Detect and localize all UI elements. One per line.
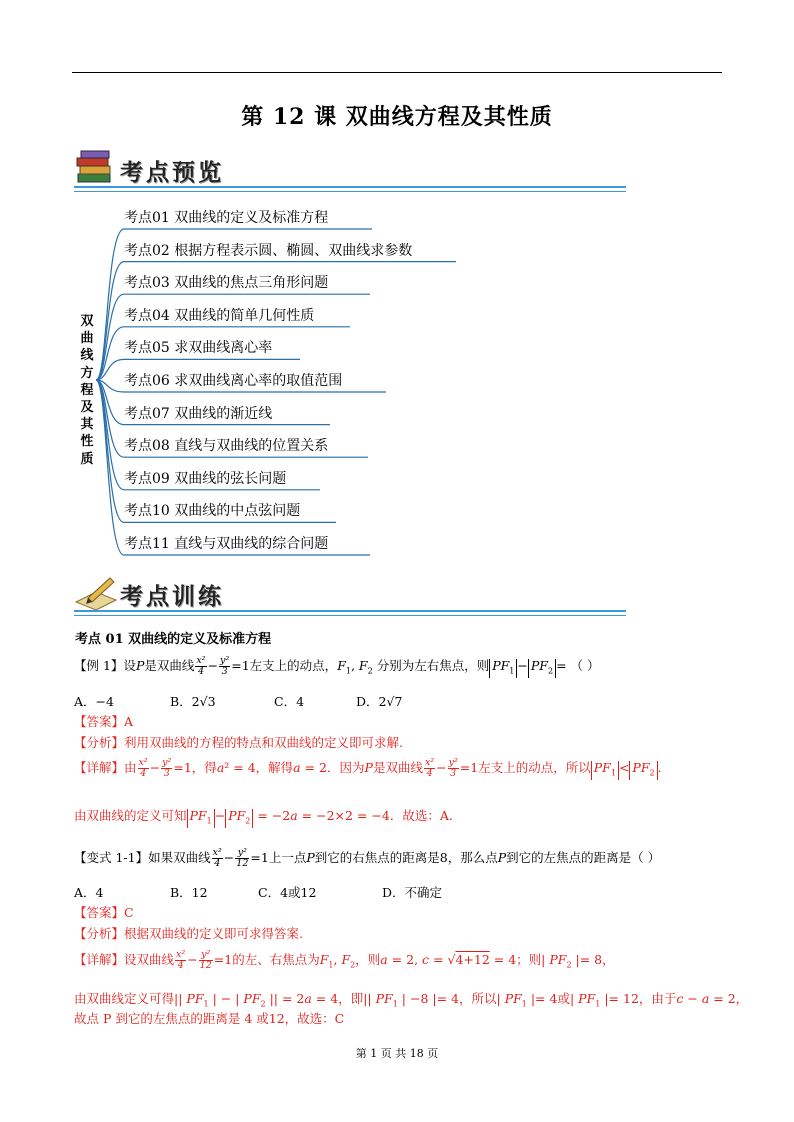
text: 由双曲线的定义可知	[74, 808, 187, 823]
mindmap-item: 考点05 求双曲线离心率	[124, 340, 273, 357]
mindmap-item: 考点08 直线与双曲线的位置关系	[124, 438, 329, 455]
text: 分别为左右焦点，则	[376, 658, 490, 673]
text: ．故选：A.	[389, 808, 453, 823]
answer: 【答案】A	[74, 714, 134, 729]
section-rule-thin	[74, 191, 626, 192]
text: 是双曲线	[372, 760, 423, 775]
detail: 【详解】由 $\frac{\text{x²}}{4}$ − $\frac{\text{y²}}{3}$ =1，得a² = 4，解得a = 2．因为P是双曲线 $\frac{\text{x²}}{4}$ − $\frac{\text{y²}}{3}$ =1左支上的动点，所以 $PF_1 < PF_2$ .	[74, 757, 662, 779]
fraction: $\frac{\text{x²}}{4}$	[196, 655, 206, 677]
detail-conclusion: 由双曲线的定义可知 $PF_1 - PF_2 = -2a = -2\times 2 = -4$．故选：A.	[74, 808, 453, 826]
variant-tag: 【变式 1-1】	[74, 850, 149, 865]
example-question: 【例 1】设P是双曲线 $\frac{\text{x²}}{4}$ − $\frac{\text{y²}}{3}$ =1左支上的动点，$F_1$, $F_2$ 分别为左右焦点，则 $PF_1 - PF_2$ = （ ）	[74, 655, 600, 677]
analysis: 【分析】根据双曲线的定义即可求得答案.	[74, 926, 303, 941]
fraction: $\frac{\text{x²}}{4}$	[138, 757, 148, 779]
text: 如果双曲线	[148, 850, 211, 865]
text: 设	[123, 658, 136, 673]
mindmap-root: 双 曲 线 方 程 及 其 性 质	[80, 314, 94, 467]
text: 的左、右焦点为	[232, 952, 320, 967]
text: ，解得	[255, 760, 294, 775]
page-title: 第 12 课 双曲线方程及其性质	[241, 104, 553, 130]
section-title: 考点预览	[120, 160, 224, 186]
subsection-title: 考点 01 双曲线的定义及标准方程	[75, 632, 272, 647]
text: 左支上的动点，所以	[478, 760, 591, 775]
text: 到它的右焦点的距离是8，那么点	[314, 850, 498, 865]
detail-line2: 由双曲线定义可得|| $PF_1$ | − | $PF_2$ || = 2a = 4，即|| $PF_1$ | −8 |= 4，所以| $PF_1$ |= 4或| $PF_1$ |= 12，由于c − a = 2，	[74, 991, 749, 1009]
text: 由双曲线定义可得	[74, 991, 175, 1006]
example-options	[74, 692, 402, 710]
page-footer: 第 1 页 共 18 页	[355, 1047, 439, 1060]
option-d: D．2√7	[356, 694, 403, 709]
section-rule	[74, 186, 626, 188]
header-rule	[72, 72, 722, 73]
option-d: D．不确定	[382, 885, 443, 900]
text: 上一点	[268, 850, 307, 865]
mindmap-item: 考点02 根据方程表示圆、椭圆、双曲线求参数	[124, 242, 413, 259]
fraction: $\frac{\text{x²}}{4}$	[176, 949, 186, 971]
text: ，所以	[458, 991, 497, 1006]
example-tag: 【例 1】	[74, 658, 124, 673]
mindmap-item: 考点04 双曲线的简单几何性质	[124, 307, 315, 324]
text: ，由于	[638, 991, 677, 1006]
text: 【详解】由	[74, 760, 137, 775]
option-c: C．4或12	[258, 885, 317, 900]
detail-conclusion: 故点 P 到它的左焦点的距离是 4 或12，故选：C	[74, 1011, 345, 1026]
section-rule-thin	[74, 615, 626, 616]
option-b: B．12	[170, 885, 208, 900]
text: = （ ）	[556, 658, 600, 673]
option-b: B．2√3	[170, 694, 216, 709]
mindmap-item: 考点06 求双曲线离心率的取值范围	[124, 373, 343, 389]
fraction: $\frac{\text{y²}}{12}$	[236, 847, 249, 869]
books-icon	[74, 148, 118, 188]
detail: 【详解】设双曲线 $\frac{\text{x²}}{4}$ − $\frac{\text{y²}}{12}$ =1的左、右焦点为$F_1$, $F_2$，则a = 2, c = √4+12 = 4；则| $PF_2$ |= 8，	[74, 949, 615, 971]
mindmap-item: 考点01 双曲线的定义及标准方程	[124, 210, 329, 226]
text: ，得	[191, 760, 217, 775]
pencil-paper-icon	[74, 572, 118, 612]
mindmap-item: 考点07 双曲线的渐近线	[124, 405, 273, 422]
section-header-preview	[74, 148, 626, 192]
text: 或	[557, 991, 570, 1006]
fraction: $\frac{\text{x²}}{4}$	[424, 757, 435, 779]
fraction: $\frac{\text{y²}}{3}$	[162, 757, 172, 779]
variant-options	[74, 883, 442, 901]
option-a: A．4	[74, 885, 104, 900]
mindmap-item: 考点10 双曲线的中点弦问题	[124, 503, 301, 520]
section-title: 考点训练	[120, 584, 224, 610]
text: 到它的左焦点的距离是（ ）	[506, 850, 661, 865]
section-header-training	[74, 572, 626, 616]
fraction: $\frac{\text{y²}}{3}$	[448, 757, 458, 779]
answer: 【答案】C	[74, 905, 134, 920]
text: ．因为	[327, 760, 365, 775]
fraction: $\frac{\text{y²}}{3}$	[220, 655, 230, 677]
option-c: C．4	[274, 694, 305, 709]
fraction: $\frac{\text{y²}}{12}$	[199, 949, 212, 971]
text: ，则	[355, 952, 381, 967]
text: ，即	[338, 991, 364, 1006]
mindmap-item: 考点09 双曲线的弦长问题	[124, 470, 287, 487]
text: 左支上的动点，	[249, 658, 338, 673]
variant-question: 【变式 1-1】如果双曲线 $\frac{\text{x²}}{4}$ − $\frac{\text{y²}}{12}$ =1上一点P到它的右焦点的距离是8，那么点P到它的左焦点的距离是（ ）	[74, 847, 661, 869]
option-a: A．−4	[74, 694, 114, 709]
analysis: 【分析】利用双曲线的方程的特点和双曲线的定义即可求解.	[74, 735, 403, 750]
section-rule	[74, 610, 626, 612]
text: ；则	[516, 952, 542, 967]
mindmap-item: 考点03 双曲线的焦点三角形问题	[124, 275, 329, 292]
mindmap-item: 考点11 直线与双曲线的综合问题	[124, 536, 329, 552]
text: 是双曲线	[144, 658, 195, 673]
fraction: $\frac{\text{x²}}{4}$	[212, 847, 222, 869]
text: 【详解】设双曲线	[74, 952, 175, 967]
